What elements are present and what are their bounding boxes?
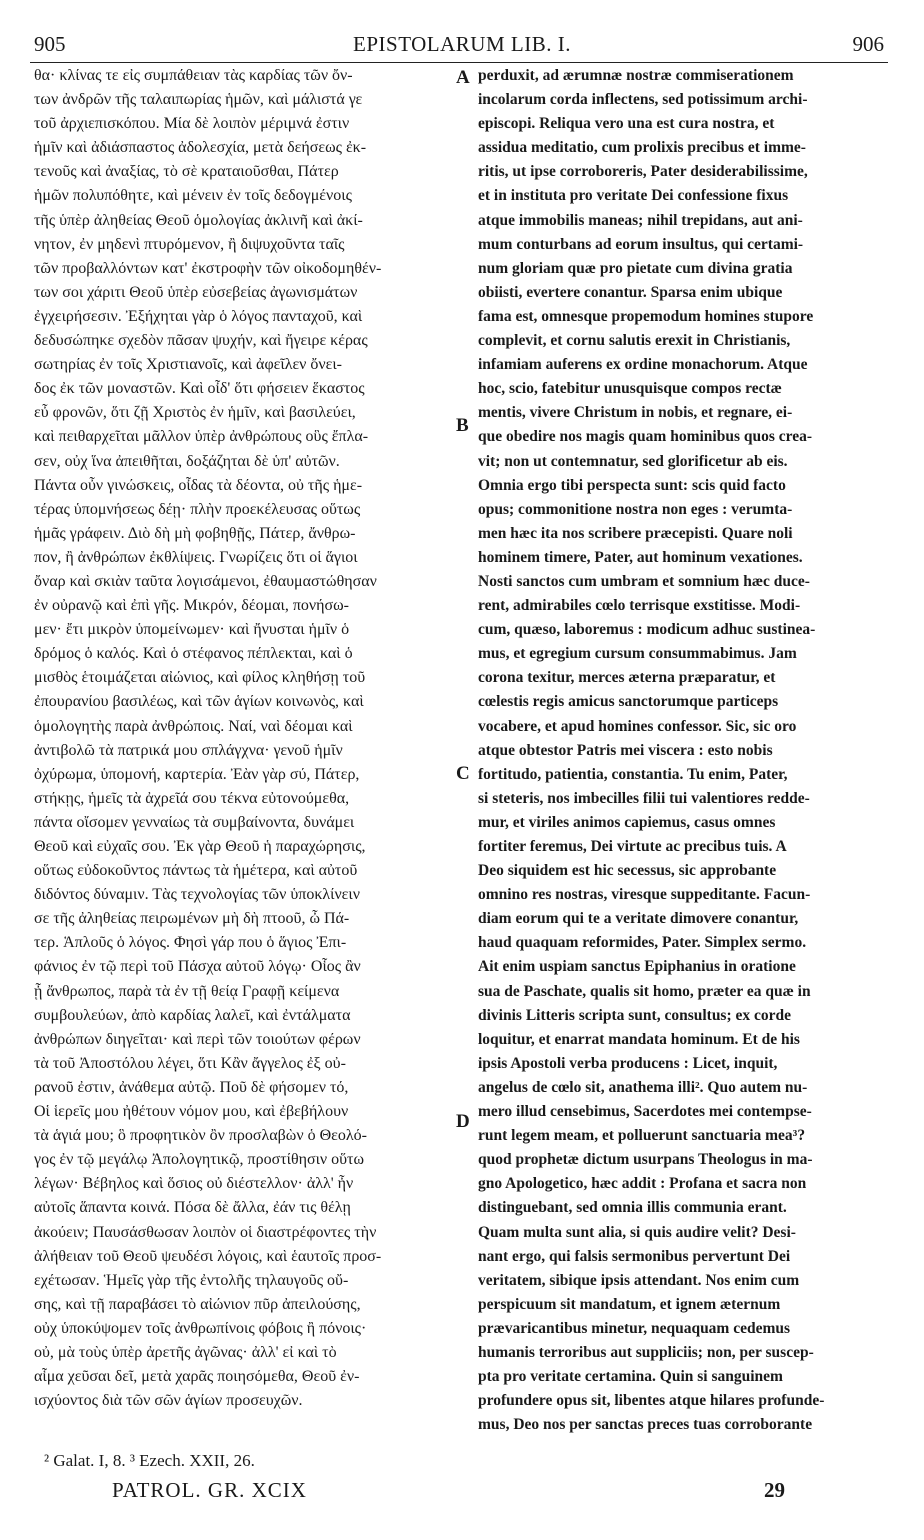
running-title: EPISTOLARUM LIB. I.	[353, 32, 571, 56]
latin-text-line: atque immobilis maneas; nihil trepidans, aut ani-	[478, 211, 803, 229]
greek-text-line: τερ. Ἁπλοῦς ὁ λόγος. Φησὶ γάρ που ὁ ἅγιος Ἐπι-	[34, 934, 347, 952]
latin-text-line: mentis, vivere Christum in nobis, et regnare, ei-	[478, 404, 793, 422]
latin-text-line: fama est, omnesque propemodum homines stupore	[478, 307, 814, 325]
greek-text-line: δρόμος ὁ καλός. Καὶ ὁ στέφανος πέπλεκται, καὶ ὁ	[34, 645, 353, 663]
latin-text-line: prævaricantibus minetur, nequaquam cedemus	[478, 1319, 791, 1337]
latin-text-line: men hæc ita nos scribere præcepisti. Quare noli	[478, 524, 793, 542]
latin-text-line: Quam multa sunt alia, si quis audire velit? Desi-	[478, 1223, 796, 1241]
greek-text-line: αἷμα χεῦσαι δεῖ, μετὰ χαρᾶς ποιησόμεθα, Θεοῦ ἐν-	[34, 1368, 360, 1386]
greek-text-line: σεν, οὐχ ἵνα ἀπειθῆται, δοξάζηται δὲ ὑπ' αὐτῶν.	[34, 452, 340, 470]
margin-letter-d: D	[456, 1111, 470, 1132]
margin-letter-c: C	[456, 763, 470, 784]
greek-text-line: οὐχ ὑποκύψομεν τοῖς ἀνθρωπίνοις φόβοις ἢ πόνοις·	[34, 1319, 367, 1337]
greek-text-line: τοῦ ἀρχιεπισκόπου. Μία δὲ λοιπὸν μέριμνά ἐστιν	[34, 115, 350, 133]
latin-text-line: mus, et egregium cursum consummabimus. Jam	[478, 645, 797, 663]
latin-text-line: diam eorum qui te a veritate dimovere conantur,	[478, 910, 799, 928]
latin-text-line: loquitur, et enarrat mandata hominum. Et de his	[478, 1030, 800, 1048]
latin-text-line: infamiam auferens ex ordine monachorum. Atque	[478, 356, 808, 374]
latin-text-line: rent, admirabiles cœlo terrisque exstitisse. Modi-	[478, 597, 801, 615]
greek-text-line: οὕτως εὐδοκοῦντος πάντως τὰ ἡμέτερα, καὶ αὐτοῦ	[34, 862, 358, 880]
latin-text-line: divinis Litteris scripta sunt, consultus; ex corde	[478, 1006, 792, 1024]
latin-text-line: Omnia ergo tibi perspecta sunt: scis quid facto	[478, 476, 786, 494]
greek-text-line: εὖ φρονῶν, ὅτι ζῇ Χριστὸς ἐν ἡμῖν, καὶ βασιλεύει,	[34, 404, 356, 422]
greek-text-line: οὐ, μὰ τοὺς ὑπὲρ ἀρετῆς ἀγῶνας· ἀλλ' εἰ καὶ τὸ	[34, 1343, 337, 1361]
patrology-signature: PATROL. GR. XCIX	[112, 1478, 307, 1502]
latin-text-line: atque obtestor Patris mei viscera : esto nobis	[478, 741, 773, 759]
greek-text-line: αὐτοῖς ἅπαντα κοινά. Πόσα δὲ ἄλλα, ἐάν τις θέλῃ	[34, 1199, 351, 1217]
greek-text-line: των σοι χάριτι Θεοῦ ὑπὲρ εὐσεβείας ἀγωνισμάτων	[34, 283, 358, 301]
greek-text-line: διδόντος δύναμιν. Τὰς τεχνολογίας τῶν ὑποκλίνειν	[34, 886, 360, 904]
greek-text-line: ἀντιβολῶ τὰ πατρικά μου σπλάγχνα· γενοῦ ἡμῖν	[34, 741, 343, 759]
greek-text-line: ισχύοντος διὰ τῶν σῶν ἁγίων προσευχῶν.	[34, 1392, 303, 1410]
greek-text-line: των ἀνδρῶν τῆς ταλαιπωρίας ἡμῶν, καὶ μάλιστά γε	[34, 91, 363, 109]
greek-text-line: νητον, ἐν μηδενὶ πτυρόμενον, ἢ διψυχοῦντα ταῖς	[34, 235, 345, 253]
latin-text-line: cœlestis regis amicus sanctorumque particeps	[478, 693, 779, 711]
greek-text-line: Θεοῦ καὶ εὐχαῖς σου. Ἐκ γὰρ Θεοῦ ἡ παραχώρησις,	[34, 838, 366, 855]
greek-text-line: πον, ἢ ἀνθρώπων ἐκθλίψεις. Γνωρίζεις ὅτι οἱ ἅγιοι	[34, 548, 358, 566]
greek-text-line: τέρας ὑπομνήσεως δέῃ· πλὴν προεκέλευσας οὕτως	[34, 500, 361, 518]
greek-text-line: σε τῆς ἀληθείας πειρωμένων μὴ δὴ πτοοῦ, ὦ Πά-	[34, 910, 350, 928]
greek-text-line: τὰ τοῦ Ἀποστόλου λέγει, ὅτι Κἂν ἄγγελος ἐξ οὐ-	[34, 1054, 346, 1072]
latin-text-line: runt legem meam, et polluerunt sanctuaria mea³?	[478, 1127, 806, 1145]
latin-text-line: nant ergo, qui falsis sermonibus pervertunt Dei	[478, 1247, 791, 1265]
latin-text-line: hoc, scio, fatebitur unusquisque compos rectæ	[478, 380, 782, 398]
latin-text-line: incolarum corda inflectens, sed potissimum archi-	[478, 91, 808, 109]
latin-text-line: mum conturbans ad eorum insultus, qui certami-	[478, 235, 804, 253]
greek-text-line: ἡμῶν πολυπόθητε, καὶ μένειν ἐν τοῖς δεδογμένοις	[34, 187, 352, 205]
latin-text-line: vocabere, et apud homines confessor. Sic, sic oro	[478, 717, 797, 735]
latin-text-line: episcopi. Reliqua vero una est cura nostra, et	[478, 115, 775, 133]
latin-text-line: angelus de cœlo sit, anathema illi². Quo autem nu-	[478, 1078, 808, 1096]
latin-text-line: et in instituta pro veritate Dei confessione fixus	[478, 187, 789, 205]
latin-text-line: quod prophetæ dictum usurpans Theologus in ma-	[478, 1151, 813, 1169]
running-header	[0, 30, 924, 64]
greek-text-line: εχέτωσαν. Ἡμεῖς γὰρ τῆς ἐντολῆς τηλαυγοῦς οὔ-	[34, 1271, 349, 1289]
latin-text-line: mus, Deo nos per sanctas preces tuas corroborante	[478, 1416, 813, 1434]
latin-text-line: si steteris, nos imbecilles filii tui valentiores redde-	[478, 789, 810, 807]
latin-text-line: vit; non ut contemnatur, sed glorificetur ab eis.	[478, 452, 788, 470]
latin-text-line: gno Apologetico, hæc addit : Profana et sacra non	[478, 1175, 807, 1193]
greek-text-line: ᾖ ἄνθρωπος, παρὰ τὰ ἐν τῇ θείᾳ Γραφῇ κείμενα	[34, 982, 340, 1000]
greek-text-line: μισθὸς ἑτοιμάζεται αἰώνιος, καὶ φίλος κληθήσῃ τοῦ	[34, 669, 366, 687]
greek-text-line: τενοῦς καὶ ἀναξίας, τὸ σὲ κραταιοῦσθαι, Πάτερ	[34, 163, 339, 181]
latin-text-line: cum, quæso, laboremus : modicum adhuc sustinea-	[478, 621, 816, 639]
greek-text-line: σης, καὶ τῇ παραβάσει τὸ αἰώνιον πῦρ ἀπειλούσης,	[34, 1295, 361, 1313]
greek-text-line: ἐν οὐρανῷ καὶ ἐπὶ γῆς. Μικρόν, δέομαι, πονήσω-	[34, 597, 349, 615]
gathering-number: 29	[764, 1478, 785, 1502]
greek-text-line: Πάντα οὖν γινώσκεις, οἶδας τὰ δέοντα, οὐ τῆς ἡμε-	[34, 476, 363, 494]
latin-text-line: obiisti, evertere conantur. Sparsa enim ubique	[478, 283, 783, 301]
latin-text-line: perspicuum sit mandatum, et ignem æternum	[478, 1295, 781, 1313]
greek-text-line: στήκῃς, ἡμεῖς τὰ ἀχρεῖά σου τέκνα εὐτονούμεθα,	[34, 789, 350, 807]
latin-text-line: sua de Paschate, qualis sit homo, præter ea quæ in	[478, 982, 811, 1000]
greek-text-line: συμβουλεύων, ἀπὸ καρδίας λαλεῖ, καὶ ἐντάλματα	[34, 1006, 351, 1024]
greek-text-line: θα· κλίνας τε εἰς συμπάθειαν τὰς καρδίας τῶν ὄν-	[34, 67, 353, 84]
header-rule	[30, 62, 888, 63]
greek-text-line: δεδυσώπηκε σχεδὸν πᾶσαν ψυχήν, καὶ ἤγειρε κέρας	[34, 332, 368, 350]
greek-text-line: ἀνθρώπων διηγεῖται· καὶ περὶ τῶν τοιούτων φέρων	[34, 1030, 361, 1048]
latin-text-line: humanis terroribus aut suppliciis; non, per suscep-	[478, 1343, 814, 1361]
latin-text-line: fortiter feremus, Dei virtute ac precibus tuis. A	[478, 838, 787, 855]
greek-text-line: ρανοῦ ἐστιν, ἀνάθεμα αὐτῷ. Ποῦ δὲ φήσομεν τό,	[34, 1078, 349, 1096]
latin-text-line: fortitudo, patientia, constantia. Tu enim, Pater,	[478, 765, 788, 783]
margin-letter-a: A	[456, 67, 470, 88]
page-number-left: 905	[34, 32, 66, 56]
greek-column	[34, 64, 452, 1413]
latin-text-line: corona texitur, merces æterna præparatur, et	[478, 669, 776, 687]
greek-text-line: ὀχύρωμα, ὑπομονή, καρτερία. Ἐὰν γὰρ σύ, Πάτερ,	[34, 765, 360, 783]
greek-text-line: Οἱ ἱερεῖς μου ἠθέτουν νόμον μου, καὶ ἐβεβήλουν	[34, 1103, 349, 1121]
footnote: ² Galat. I, 8. ³ Ezech. XXII, 26.	[44, 1451, 255, 1470]
greek-text-line: λέγων· Βέβηλος καὶ ὅσιος οὐ διέστελλον· ἀλλ' ἦν	[34, 1175, 354, 1193]
latin-text-line: haud quaquam reformides, Pater. Simplex sermo.	[478, 934, 807, 952]
greek-text-line: μεν· ἔτι μικρὸν ὑπομείνωμεν· καὶ ἤνυσται ἡμῖν ὁ	[34, 621, 350, 639]
latin-text-line: Ait enim uspiam sanctus Epiphanius in oratione	[478, 958, 796, 976]
latin-text-line: num gloriam quæ pro pietate cum divina gratia	[478, 259, 793, 277]
latin-text-line: distinguebant, sed omnia illis communia erant.	[478, 1199, 787, 1217]
latin-text-line: mur, et viriles animos capiemus, casus omnes	[478, 813, 776, 831]
greek-text-line: τὰ ἁγιά μου; ὃ προφητικὸν ὂν προσλαβὼν ὁ Θεολό-	[34, 1127, 367, 1145]
greek-text-line: καὶ πειθαρχεῖται μᾶλλον ὑπὲρ ἀνθρώπους οὓς ἔπλα-	[34, 428, 369, 446]
margin-letter-b: B	[456, 415, 469, 436]
greek-text-line: ὁμολογητὴς παρὰ ἀνθρώποις. Ναί, ναὶ δέομαι καὶ	[34, 717, 353, 735]
greek-text-line: γος ἐν τῷ μεγάλῳ Ἀπολογητικῷ, προστίθησιν οὕτω	[34, 1151, 365, 1169]
latin-text-line: que obedire nos magis quam hominibus quos crea-	[478, 428, 813, 446]
greek-text-line: πάντα οἴσομεν γενναίως τὰ συμβαίνοντα, δυνάμει	[34, 813, 355, 831]
greek-text-line: ἡμᾶς γράφειν. Διὸ δὴ μὴ φοβηθῇς, Πάτερ, ἄνθρω-	[34, 524, 356, 542]
greek-text-line: τῶν προβαλλόντων κατ' ἐκστροφὴν τῶν οἰκοδομηθέν-	[34, 259, 382, 277]
latin-text-line: Deo siquidem est hic secessus, sic approbante	[478, 862, 777, 880]
latin-text-line: profundere opus sit, libentes atque hilares profunde-	[478, 1392, 825, 1410]
page-number-right: 906	[852, 32, 884, 56]
greek-text-line: ἀλήθειαν τοῦ Θεοῦ ψευδέσι λόγοις, καὶ ἑαυτοῖς προσ-	[34, 1247, 382, 1265]
greek-text-line: ἐγχειρήσεσιν. Ἐξήχηται γὰρ ὁ λόγος πανταχοῦ, καὶ	[34, 307, 363, 325]
greek-text-line: ὄναρ καὶ σκιὰν ταῦτα λογισάμενοι, ἐθαυμαστώθησαν	[34, 572, 377, 590]
latin-text-line: omnino res nostras, viresque suppeditante. Facun-	[478, 886, 811, 904]
latin-text-line: mero illud censebimus, Sacerdotes mei contempse-	[478, 1103, 812, 1121]
greek-text-line: ἡμῖν καὶ ἀδιάσπαστος ἀδολεσχία, μετὰ δεήσεως ἐκ-	[34, 139, 367, 157]
greek-text-line: ἀκούειν; Παυσάσθωσαν λοιπὸν οἱ διαστρέφοντες τὴν	[34, 1223, 377, 1241]
greek-text-line: τῆς ὑπὲρ ἀληθείας Θεοῦ ὁμολογίας ἀκλινῆ καὶ ἀκί-	[34, 211, 363, 229]
latin-text-line: assidua meditatio, cum prolixis precibus et imme-	[478, 139, 806, 157]
latin-text-line: ipsis Apostoli verba producens : Licet, inquit,	[478, 1054, 778, 1072]
latin-text-line: pta pro veritate certamina. Quin si sanguinem	[478, 1368, 783, 1386]
greek-text-line: δος ἐκ τῶν μοναστῶν. Καὶ οἶδ' ὅτι φήσειεν ἕκαστος	[34, 380, 365, 398]
latin-text-line: veritatem, sibique ipsis attendant. Nos enim cum	[478, 1271, 800, 1289]
greek-text-line: φάνιος ἐν τῷ περὶ τοῦ Πάσχα αὐτοῦ λόγῳ· Οἷος ἂν	[34, 958, 361, 976]
greek-text-line: ἐπουρανίου βασιλέως, καὶ τῶν ἁγίων κοινωνὸς, καὶ	[34, 693, 364, 711]
latin-column	[478, 64, 888, 1437]
latin-text-line: Nosti sanctos cum umbram et somnium hæc duce-	[478, 572, 810, 590]
latin-text-line: ritis, ut ipse corroboreris, Pater desiderabilissime,	[478, 163, 808, 181]
greek-text-line: σωτηρίας ἐν τοῖς Χριστιανοῖς, καὶ ἀφεῖλεν ὄνει-	[34, 356, 342, 374]
latin-text-line: opus; commonitione nostra non eges : verumta-	[478, 500, 793, 518]
latin-text-line: perduxit, ad ærumnæ nostræ commiserationem	[478, 67, 794, 84]
latin-text-line: complevit, et cornu salutis erexit in Christianis,	[478, 332, 791, 350]
latin-text-line: hominem timere, Pater, aut hominum vexationes.	[478, 548, 803, 566]
